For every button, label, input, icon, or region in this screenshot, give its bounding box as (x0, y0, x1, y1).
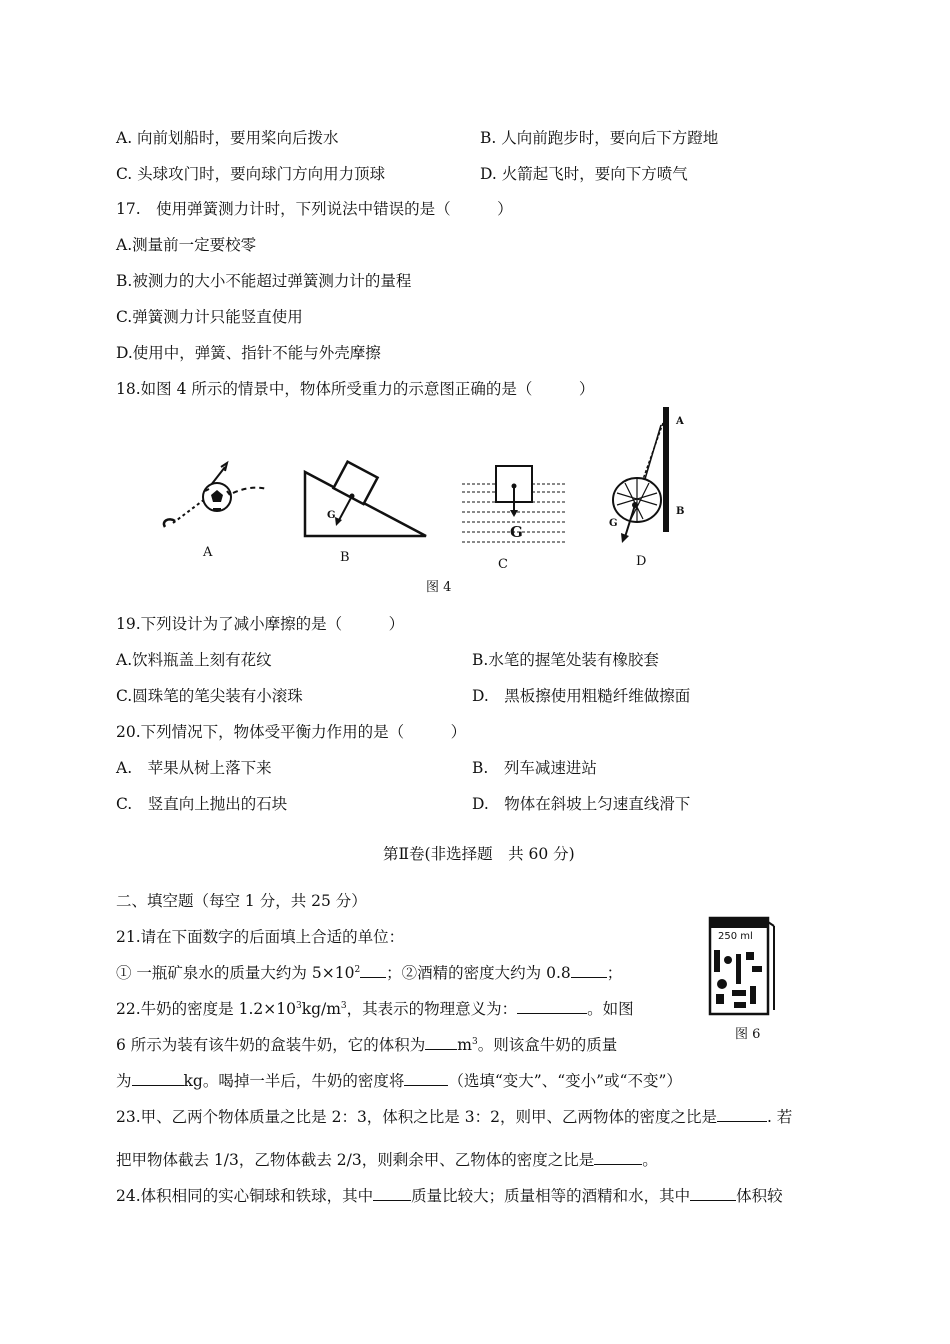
q19-stem: 19.下列设计为了减小摩擦的是（ ） (116, 615, 405, 633)
q20-stem: 20.下列情况下，物体受平衡力作用的是（ ） (116, 723, 467, 741)
q21-blank-1[interactable] (360, 963, 386, 978)
q22-l1-a: 22.牛奶的密度是 1.2×10 (116, 1000, 296, 1018)
q22-line-2 (116, 1035, 617, 1055)
q23-l1-a: 23.甲、乙两个物体质量之比是 2：3，体积之比是 3：2，则甲、乙两物体的密度之比是 (116, 1108, 717, 1126)
q24-a: 24.体积相同的实心铜球和铁球，其中 (116, 1187, 374, 1205)
q16-option-d: D. 火箭起飞时，要向下方喷气 (480, 165, 688, 183)
q22-l2-sup: 3 (472, 1036, 478, 1047)
figure-b-gravity-label: G (327, 510, 336, 521)
q22-l1-sup2: 3 (340, 1000, 347, 1011)
q19-option-a: A.饮料瓶盖上刻有花纹 (116, 651, 272, 669)
q24-line (116, 1186, 783, 1206)
q24-b: 质量比较大；质量相等的酒精和水，其中 (411, 1187, 691, 1205)
q17-option-a: A.测量前一定要校零 (116, 236, 257, 254)
q22-l1-d: 。如图 (587, 1000, 634, 1018)
q22-l2-a: 6 所示为装有该牛奶的盒装牛奶，它的体积为 (116, 1036, 426, 1054)
q24-c: 体积较 (736, 1187, 783, 1205)
q19-option-b: B.水笔的握笔处装有橡胶套 (472, 651, 659, 669)
q21-part2: ；②酒精的密度大约为 0.8 (386, 964, 571, 982)
figure-d-wall-point-b: B (676, 506, 685, 517)
q22-l1-b: kg/m (301, 1000, 341, 1018)
q24-blank-1[interactable] (373, 1186, 411, 1201)
q16-option-b: B. 人向前跑步时，要向后下方蹬地 (480, 129, 719, 147)
q22-l1-c: ，其表示的物理意义为： (346, 1000, 518, 1018)
q20-option-a: A. 苹果从树上落下来 (116, 759, 272, 777)
figure-a-ball (155, 455, 270, 535)
q21-stem: 21.请在下面数字的后面填上合适的单位： (116, 928, 405, 946)
q17-option-c: C.弹簧测力计只能竖直使用 (116, 308, 303, 326)
q19-option-d: D. 黑板擦使用粗糙纤维做擦面 (472, 687, 691, 705)
q16-option-c: C. 头球攻门时，要向球门方向用力顶球 (116, 165, 386, 183)
q22-blank-density[interactable] (404, 1071, 448, 1086)
q23-blank-ratio-1[interactable] (717, 1107, 767, 1122)
figure-d-label: D (636, 554, 647, 569)
q22-blank-meaning[interactable] (517, 999, 587, 1014)
q22-l2-c: 。则该盒牛奶的质量 (477, 1036, 618, 1054)
q21-blank-2[interactable] (571, 963, 607, 978)
milk-volume-label: 250 ml (718, 931, 753, 942)
q20-option-b: B. 列车减速进站 (472, 759, 597, 777)
figure-6-milk-box (706, 914, 776, 1019)
q21-exponent: 2 (354, 964, 361, 975)
figure-d-wall-point-a: A (676, 416, 684, 427)
figure-4-caption: 图 4 (426, 580, 452, 595)
figure-c-label: C (498, 557, 508, 572)
figure-c-gravity-label: G (510, 523, 523, 541)
q23-blank-ratio-2[interactable] (594, 1150, 642, 1165)
q22-l3-c: （选填“变大”、“变小”或“不变”） (448, 1072, 682, 1090)
q16-option-a: A. 向前划船时，要用桨向后拨水 (116, 129, 339, 147)
q21-part1: ① 一瓶矿泉水的质量大约为 5×10 (116, 964, 355, 982)
q23-l1-b: . 若 (766, 1108, 793, 1126)
q22-blank-volume[interactable] (425, 1035, 457, 1050)
q23-l2-a: 把甲物体截去 1/3，乙物体截去 2/3，则剩余甲、乙物体的密度之比是 (116, 1151, 595, 1169)
q21-part3: ； (606, 964, 623, 982)
q22-l1-sup: 3 (295, 1000, 302, 1011)
q24-blank-2[interactable] (690, 1186, 736, 1201)
q23-l2-b: 。 (642, 1151, 658, 1169)
figure-b-incline (300, 460, 432, 540)
part2-title: 第Ⅱ卷(非选择题 共 60 分) (383, 845, 575, 863)
q21-line (116, 963, 622, 983)
q22-l3-a: 为 (116, 1072, 132, 1090)
q19-option-c: C.圆珠笔的笔尖装有小滚珠 (116, 687, 303, 705)
q20-option-c: C. 竖直向上抛出的石块 (116, 795, 288, 813)
q23-line-1 (116, 1107, 792, 1127)
q22-l2-b: m (457, 1036, 472, 1054)
q22-line-1 (116, 999, 634, 1019)
figure-b-label: B (340, 550, 350, 565)
q17-option-d: D.使用中，弹簧、指针不能与外壳摩擦 (116, 344, 381, 362)
q18-stem: 18.如图 4 所示的情景中，物体所受重力的示意图正确的是（ ） (116, 380, 595, 398)
section2-title: 二、填空题（每空 1 分，共 25 分） (116, 892, 367, 910)
q22-l3-b: kg。喝掉一半后，牛奶的密度将 (183, 1072, 405, 1090)
figure-a-label: A (203, 545, 213, 560)
q22-blank-mass[interactable] (132, 1071, 184, 1086)
figure-6-caption: 图 6 (735, 1027, 761, 1042)
q17-stem: 17. 使用弹簧测力计时，下列说法中错误的是（ ） (116, 200, 513, 218)
q17-option-b: B.被测力的大小不能超过弹簧测力计的量程 (116, 272, 412, 290)
figure-d-gravity-label: G (609, 518, 618, 529)
q20-option-d: D. 物体在斜坡上匀速直线滑下 (472, 795, 691, 813)
q23-line-2 (116, 1150, 658, 1170)
q22-line-3 (116, 1071, 682, 1091)
